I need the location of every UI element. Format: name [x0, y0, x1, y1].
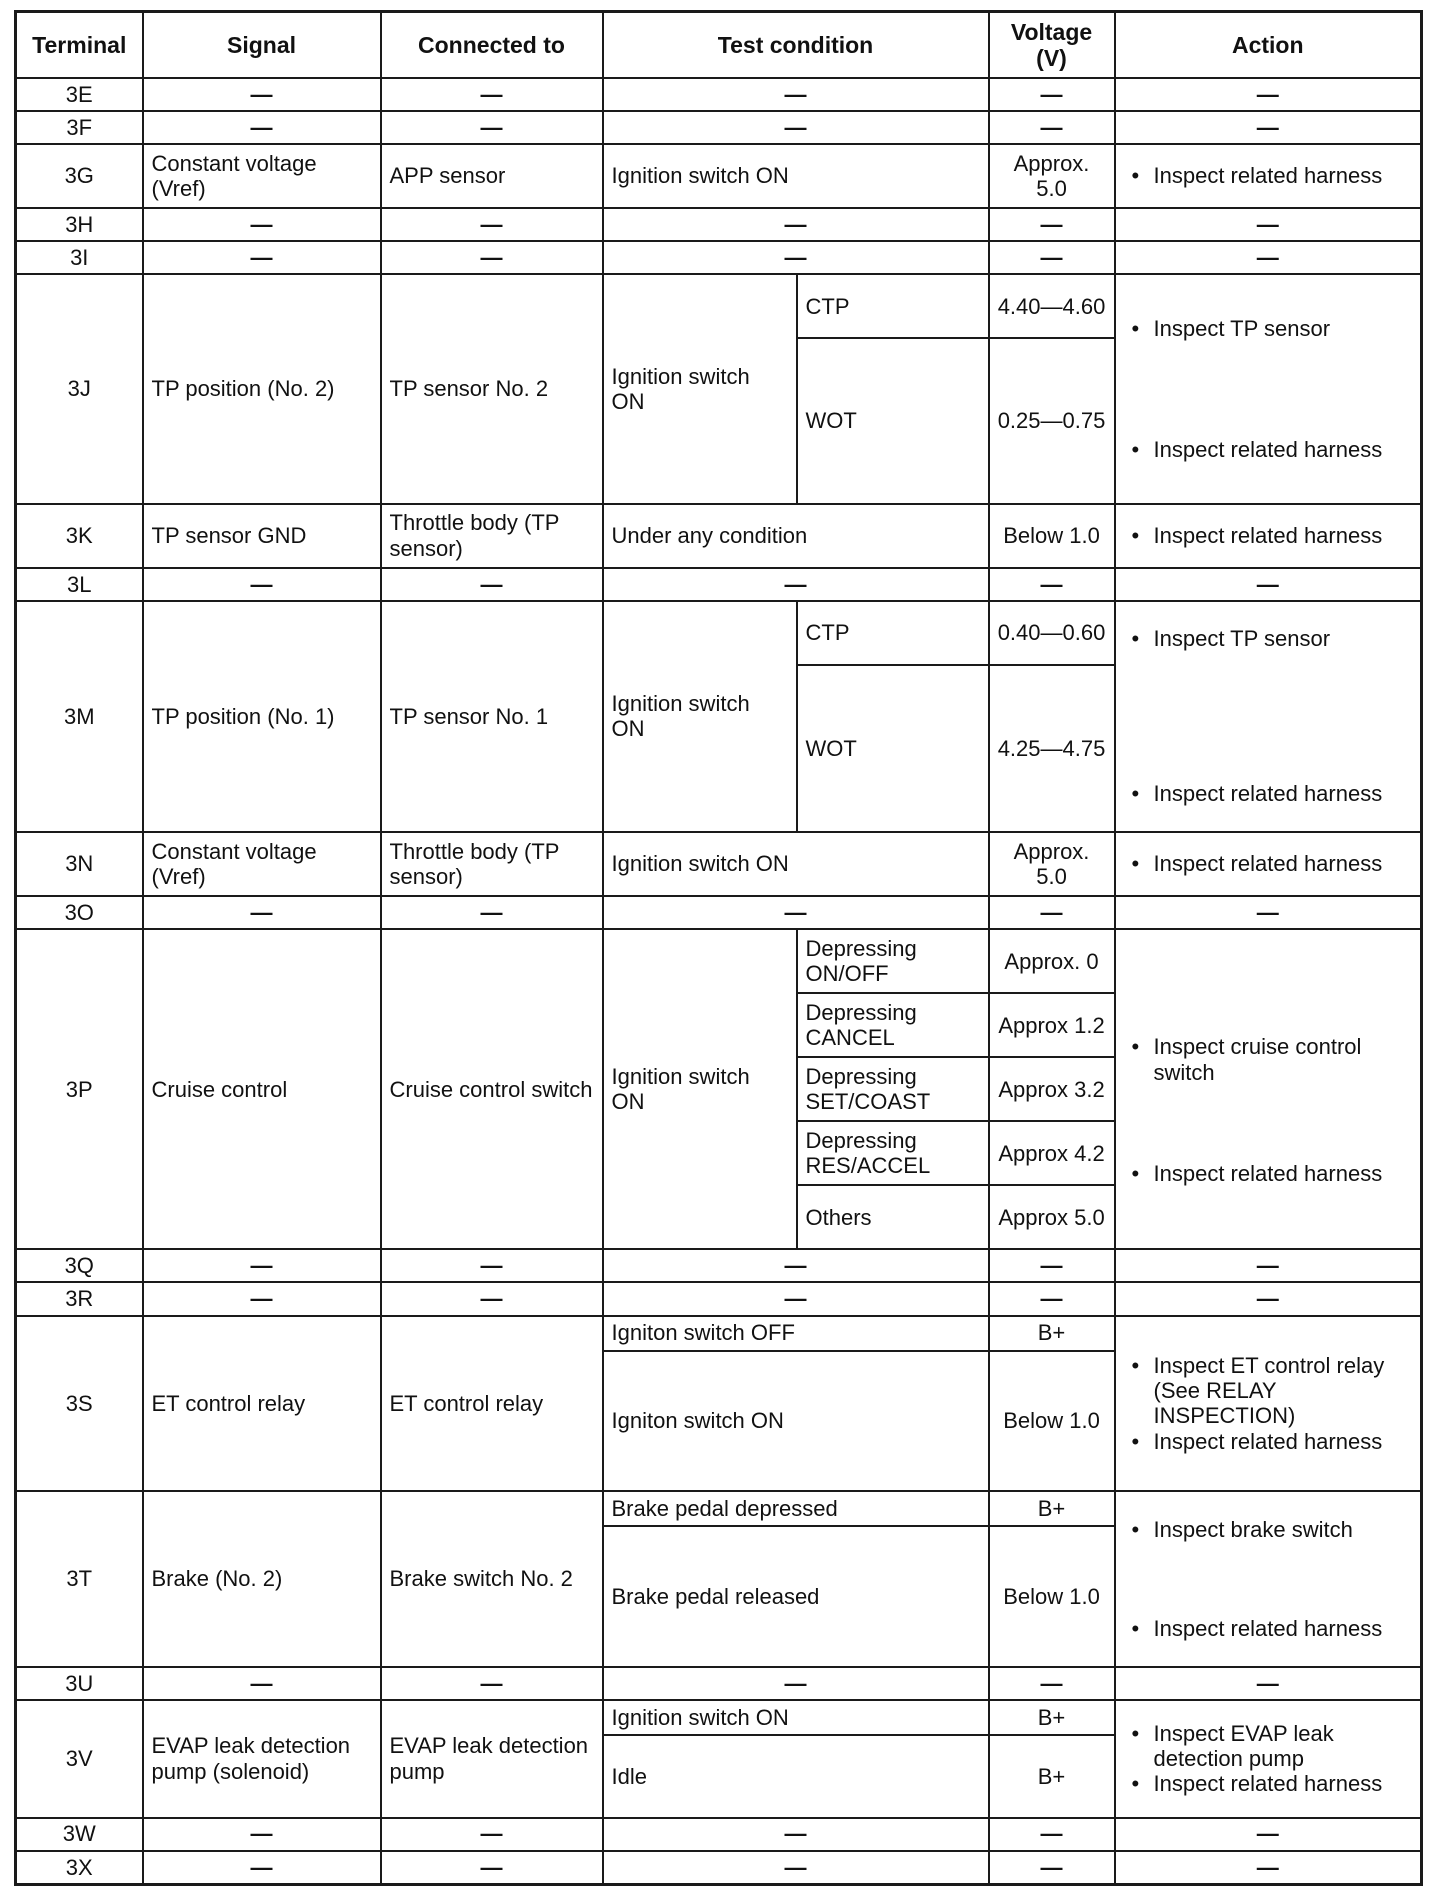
- empty-cell: —: [381, 568, 603, 601]
- voltage-cell: Below 1.0: [989, 1526, 1115, 1667]
- terminal-cell: 3Q: [16, 1249, 143, 1282]
- signal-cell: Brake (No. 2): [143, 1491, 381, 1667]
- action-item: • Inspect related harness: [1124, 781, 1413, 806]
- empty-cell: —: [603, 208, 989, 241]
- action-cell: [1115, 1491, 1422, 1667]
- table-row: [16, 208, 1422, 241]
- terminal-cell: 3I: [16, 241, 143, 274]
- voltage-cell: 4.25—4.75: [989, 665, 1115, 832]
- empty-cell: —: [989, 568, 1115, 601]
- voltage-cell: Below 1.0: [989, 504, 1115, 568]
- empty-cell: —: [381, 1667, 603, 1700]
- terminal-cell: 3V: [16, 1700, 143, 1818]
- connected-cell: APP sensor: [381, 144, 603, 208]
- connected-cell: TP sensor No. 1: [381, 601, 603, 832]
- empty-cell: —: [989, 1818, 1115, 1851]
- empty-cell: —: [143, 111, 381, 144]
- connected-cell: Cruise control switch: [381, 929, 603, 1249]
- header-signal: Signal: [143, 12, 381, 79]
- empty-cell: —: [603, 896, 989, 929]
- action-cell: [1115, 929, 1422, 1249]
- empty-cell: —: [1115, 1249, 1422, 1282]
- action-item: • Inspect related harness: [1124, 1771, 1413, 1796]
- voltage-cell: 0.40—0.60: [989, 601, 1115, 665]
- condition-cell: Ignition switch ON: [603, 1700, 989, 1735]
- terminal-cell: 3P: [16, 929, 143, 1249]
- table-row: [16, 1818, 1422, 1851]
- action-cell: [1115, 832, 1422, 896]
- voltage-cell: Below 1.0: [989, 1351, 1115, 1492]
- action-item: • Inspect related harness: [1124, 523, 1413, 548]
- empty-cell: —: [989, 896, 1115, 929]
- header-test-condition: Test condition: [603, 12, 989, 79]
- signal-cell: Constant voltage (Vref): [143, 144, 381, 208]
- empty-cell: —: [381, 1851, 603, 1885]
- table-row: [16, 832, 1422, 896]
- empty-cell: —: [603, 1667, 989, 1700]
- empty-cell: —: [1115, 241, 1422, 274]
- empty-cell: —: [381, 208, 603, 241]
- terminal-cell: 3K: [16, 504, 143, 568]
- condition-cell: Ignition switch ON: [603, 832, 989, 896]
- empty-cell: —: [381, 1249, 603, 1282]
- empty-cell: —: [1115, 78, 1422, 111]
- sub-condition-cell: Others: [797, 1185, 989, 1249]
- header-connected-to: Connected to: [381, 12, 603, 79]
- action-cell: [1115, 601, 1422, 832]
- condition-cell: Ignition switch ON: [603, 274, 797, 503]
- voltage-cell: B+: [989, 1735, 1115, 1818]
- empty-cell: —: [1115, 1818, 1422, 1851]
- voltage-cell: Approx 1.2: [989, 993, 1115, 1057]
- empty-cell: —: [143, 208, 381, 241]
- empty-cell: —: [1115, 568, 1422, 601]
- action-cell: [1115, 144, 1422, 208]
- terminal-cell: 3R: [16, 1282, 143, 1315]
- header-action: Action: [1115, 12, 1422, 79]
- signal-cell: TP position (No. 2): [143, 274, 381, 503]
- sub-condition-cell: Depressing CANCEL: [797, 993, 989, 1057]
- condition-cell: Igniton switch OFF: [603, 1316, 989, 1351]
- signal-cell: TP position (No. 1): [143, 601, 381, 832]
- terminal-voltage-table: [14, 10, 1423, 1886]
- empty-cell: —: [381, 1282, 603, 1315]
- voltage-cell: B+: [989, 1491, 1115, 1526]
- terminal-cell: 3O: [16, 896, 143, 929]
- action-item: • Inspect brake switch: [1124, 1517, 1413, 1542]
- empty-cell: —: [989, 241, 1115, 274]
- terminal-cell: 3G: [16, 144, 143, 208]
- empty-cell: —: [1115, 1282, 1422, 1315]
- terminal-cell: 3E: [16, 78, 143, 111]
- empty-cell: —: [143, 1818, 381, 1851]
- sub-condition-cell: Depressing SET/COAST: [797, 1057, 989, 1121]
- condition-cell: Ignition switch ON: [603, 144, 989, 208]
- condition-cell: Brake pedal depressed: [603, 1491, 989, 1526]
- voltage-cell: 0.25—0.75: [989, 338, 1115, 503]
- terminal-cell: 3T: [16, 1491, 143, 1667]
- empty-cell: —: [603, 568, 989, 601]
- terminal-cell: 3H: [16, 208, 143, 241]
- table-row: [16, 929, 1422, 993]
- table-row: [16, 504, 1422, 568]
- empty-cell: —: [1115, 208, 1422, 241]
- voltage-cell: Approx 3.2: [989, 1057, 1115, 1121]
- voltage-cell: Approx 5.0: [989, 1185, 1115, 1249]
- voltage-cell: Approx. 0: [989, 929, 1115, 993]
- connected-cell: ET control relay: [381, 1316, 603, 1492]
- table-row: [16, 568, 1422, 601]
- action-item: • Inspect related harness: [1124, 851, 1413, 876]
- empty-cell: —: [603, 1249, 989, 1282]
- voltage-cell: 4.40—4.60: [989, 274, 1115, 338]
- empty-cell: —: [603, 78, 989, 111]
- empty-cell: —: [989, 1282, 1115, 1315]
- terminal-cell: 3F: [16, 111, 143, 144]
- action-cell: [1115, 1316, 1422, 1492]
- table-row: [16, 601, 1422, 665]
- empty-cell: —: [381, 1818, 603, 1851]
- header-row: [16, 12, 1422, 79]
- empty-cell: —: [143, 1249, 381, 1282]
- action-item: • Inspect ET control relay (See RELAY INSPECTION): [1124, 1353, 1413, 1429]
- action-item: • Inspect related harness: [1124, 1616, 1413, 1641]
- sub-condition-cell: WOT: [797, 665, 989, 832]
- empty-cell: —: [989, 1249, 1115, 1282]
- empty-cell: —: [1115, 1667, 1422, 1700]
- signal-cell: Constant voltage (Vref): [143, 832, 381, 896]
- action-item: • Inspect related harness: [1124, 1429, 1413, 1454]
- action-item: • Inspect related harness: [1124, 163, 1413, 188]
- condition-cell: Brake pedal released: [603, 1526, 989, 1667]
- table-row: [16, 274, 1422, 338]
- empty-cell: —: [381, 111, 603, 144]
- action-cell: [1115, 1700, 1422, 1818]
- empty-cell: —: [381, 241, 603, 274]
- terminal-voltage-table-page: [14, 10, 1420, 1886]
- action-item: • Inspect cruise control switch: [1124, 1034, 1413, 1085]
- terminal-cell: 3M: [16, 601, 143, 832]
- signal-cell: EVAP leak detection pump (solenoid): [143, 1700, 381, 1818]
- voltage-cell: Approx 4.2: [989, 1121, 1115, 1185]
- empty-cell: —: [143, 1851, 381, 1885]
- table-row: [16, 78, 1422, 111]
- action-item: • Inspect EVAP leak detection pump: [1124, 1721, 1413, 1772]
- table-row: [16, 1491, 1422, 1526]
- empty-cell: —: [143, 896, 381, 929]
- sub-condition-cell: Depressing RES/ACCEL: [797, 1121, 989, 1185]
- empty-cell: —: [603, 1818, 989, 1851]
- sub-condition-cell: CTP: [797, 601, 989, 665]
- empty-cell: —: [989, 111, 1115, 144]
- empty-cell: —: [143, 78, 381, 111]
- empty-cell: —: [1115, 111, 1422, 144]
- empty-cell: —: [143, 568, 381, 601]
- signal-cell: ET control relay: [143, 1316, 381, 1492]
- table-row: [16, 1700, 1422, 1735]
- action-item: • Inspect TP sensor: [1124, 316, 1413, 341]
- header-voltage: Voltage (V): [989, 12, 1115, 79]
- empty-cell: —: [1115, 1851, 1422, 1885]
- empty-cell: —: [143, 1667, 381, 1700]
- table-row: [16, 144, 1422, 208]
- condition-cell: Idle: [603, 1735, 989, 1818]
- empty-cell: —: [1115, 896, 1422, 929]
- voltage-cell: Approx. 5.0: [989, 832, 1115, 896]
- action-cell: [1115, 274, 1422, 503]
- header-terminal: Terminal: [16, 12, 143, 79]
- action-item: • Inspect related harness: [1124, 1161, 1413, 1186]
- table-row: [16, 1851, 1422, 1885]
- voltage-cell: B+: [989, 1700, 1115, 1735]
- terminal-cell: 3W: [16, 1818, 143, 1851]
- connected-cell: EVAP leak detection pump: [381, 1700, 603, 1818]
- connected-cell: TP sensor No. 2: [381, 274, 603, 503]
- empty-cell: —: [603, 241, 989, 274]
- condition-cell: Igniton switch ON: [603, 1351, 989, 1492]
- terminal-cell: 3L: [16, 568, 143, 601]
- table-row: [16, 1667, 1422, 1700]
- table-row: [16, 241, 1422, 274]
- empty-cell: —: [381, 78, 603, 111]
- voltage-cell: B+: [989, 1316, 1115, 1351]
- action-item: • Inspect related harness: [1124, 437, 1413, 462]
- terminal-cell: 3U: [16, 1667, 143, 1700]
- action-cell: [1115, 504, 1422, 568]
- empty-cell: —: [989, 1667, 1115, 1700]
- table-row: [16, 896, 1422, 929]
- empty-cell: —: [603, 111, 989, 144]
- empty-cell: —: [603, 1851, 989, 1885]
- terminal-cell: 3X: [16, 1851, 143, 1885]
- table-row: [16, 1316, 1422, 1351]
- condition-cell: Ignition switch ON: [603, 929, 797, 1249]
- empty-cell: —: [381, 896, 603, 929]
- sub-condition-cell: CTP: [797, 274, 989, 338]
- connected-cell: Throttle body (TP sensor): [381, 504, 603, 568]
- terminal-cell: 3N: [16, 832, 143, 896]
- table-row: [16, 1282, 1422, 1315]
- empty-cell: —: [143, 241, 381, 274]
- empty-cell: —: [143, 1282, 381, 1315]
- sub-condition-cell: Depressing ON/OFF: [797, 929, 989, 993]
- action-item: • Inspect TP sensor: [1124, 626, 1413, 651]
- sub-condition-cell: WOT: [797, 338, 989, 503]
- terminal-cell: 3J: [16, 274, 143, 503]
- voltage-cell: Approx. 5.0: [989, 144, 1115, 208]
- empty-cell: —: [989, 1851, 1115, 1885]
- terminal-cell: 3S: [16, 1316, 143, 1492]
- connected-cell: Brake switch No. 2: [381, 1491, 603, 1667]
- connected-cell: Throttle body (TP sensor): [381, 832, 603, 896]
- empty-cell: —: [989, 78, 1115, 111]
- signal-cell: TP sensor GND: [143, 504, 381, 568]
- condition-cell: Ignition switch ON: [603, 601, 797, 832]
- table-row: [16, 1249, 1422, 1282]
- table-row: [16, 111, 1422, 144]
- empty-cell: —: [603, 1282, 989, 1315]
- empty-cell: —: [989, 208, 1115, 241]
- condition-cell: Under any condition: [603, 504, 989, 568]
- signal-cell: Cruise control: [143, 929, 381, 1249]
